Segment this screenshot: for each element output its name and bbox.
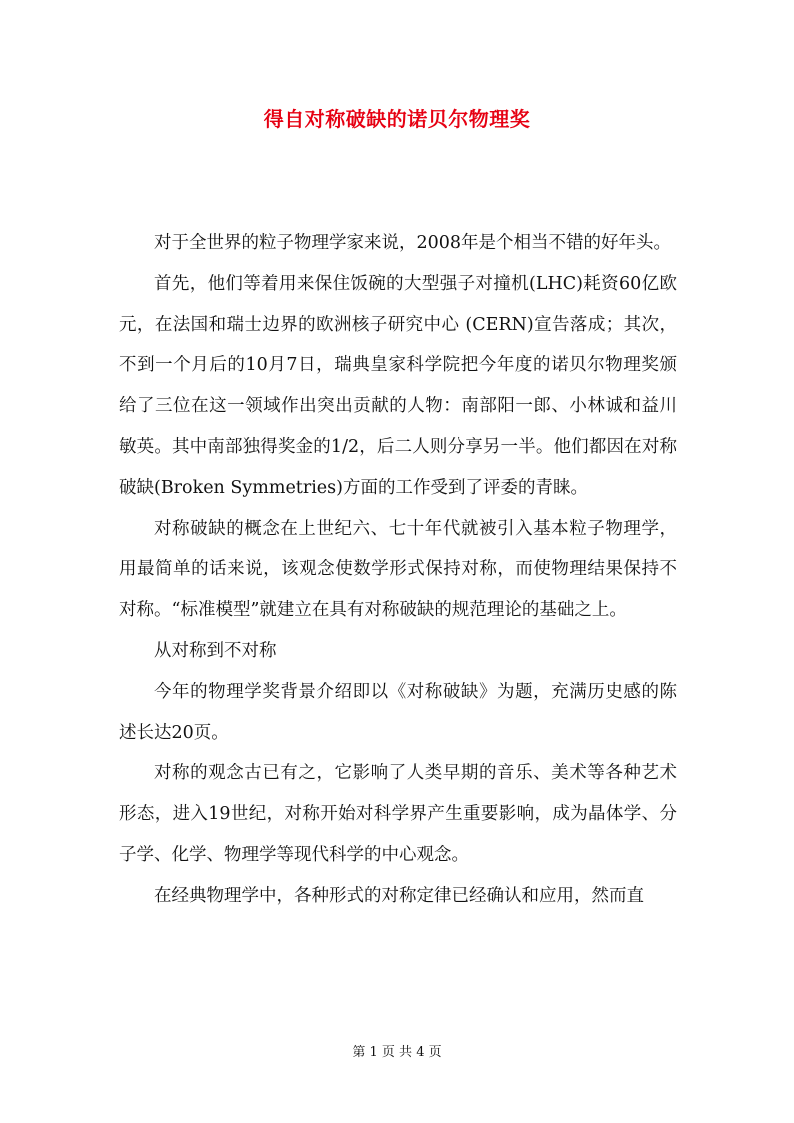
section-heading: 从对称到不对称 (154, 640, 277, 661)
paragraph: 对称的观念古已有之，它影响了人类早期的音乐、美术等各种艺术形态，进入19世纪，对称开始对科学界产生重要影响，成为晶体学、分子学、化学、物理学等现代科学的中心观念。 (119, 763, 677, 865)
paragraph: 对于全世界的粒子物理学家来说，2008年是个相当不错的好年头。 (154, 233, 672, 253)
document-body (119, 223, 677, 917)
paragraph: 在经典物理学中，各种形式的对称定律已经确认和应用，然而直 (154, 885, 644, 906)
document-title: 得自对称破缺的诺贝尔物理奖 (263, 107, 531, 131)
page-prefix: 第 (352, 1045, 366, 1060)
paragraph: 今年的物理学奖背景介绍即以《对称破缺》为题，充满历史感的陈述长达20页。 (119, 681, 677, 743)
paragraph: 对称破缺的概念在上世纪六、七十年代就被引入基本粒子物理学，用最简单的话来说，该观念使数学形式保持对称，而使物理结果保持不对称。“标准模型”就建立在具有对称破缺的规范理论的基础之上。 (119, 518, 677, 621)
page-footer (0, 1041, 794, 1060)
current-page-number: 1 (369, 1045, 378, 1060)
paragraph: 首先，他们等着用来保住饭碗的大型强子对撞机(LHC)耗资60亿欧元，在法国和瑞士边界的欧洲核子研究中心 (CERN)宣告落成；其次，不到一个月后的10月7日，瑞典皇家科学院把今年度的诺贝尔物理奖颁给了三位在这一领域作出突出贡献的人物：南部阳一郎、小林诚和益川敏英。其中南部独得奖金的1/2，后二人则分享另一半。他们都因在对称破缺(Broken Symmetries)方面的工作受到了评委的青睐。 (119, 273, 677, 498)
total-pages-number: 4 (416, 1045, 425, 1060)
page-middle: 页 共 (381, 1045, 413, 1060)
page-suffix: 页 (428, 1045, 442, 1060)
